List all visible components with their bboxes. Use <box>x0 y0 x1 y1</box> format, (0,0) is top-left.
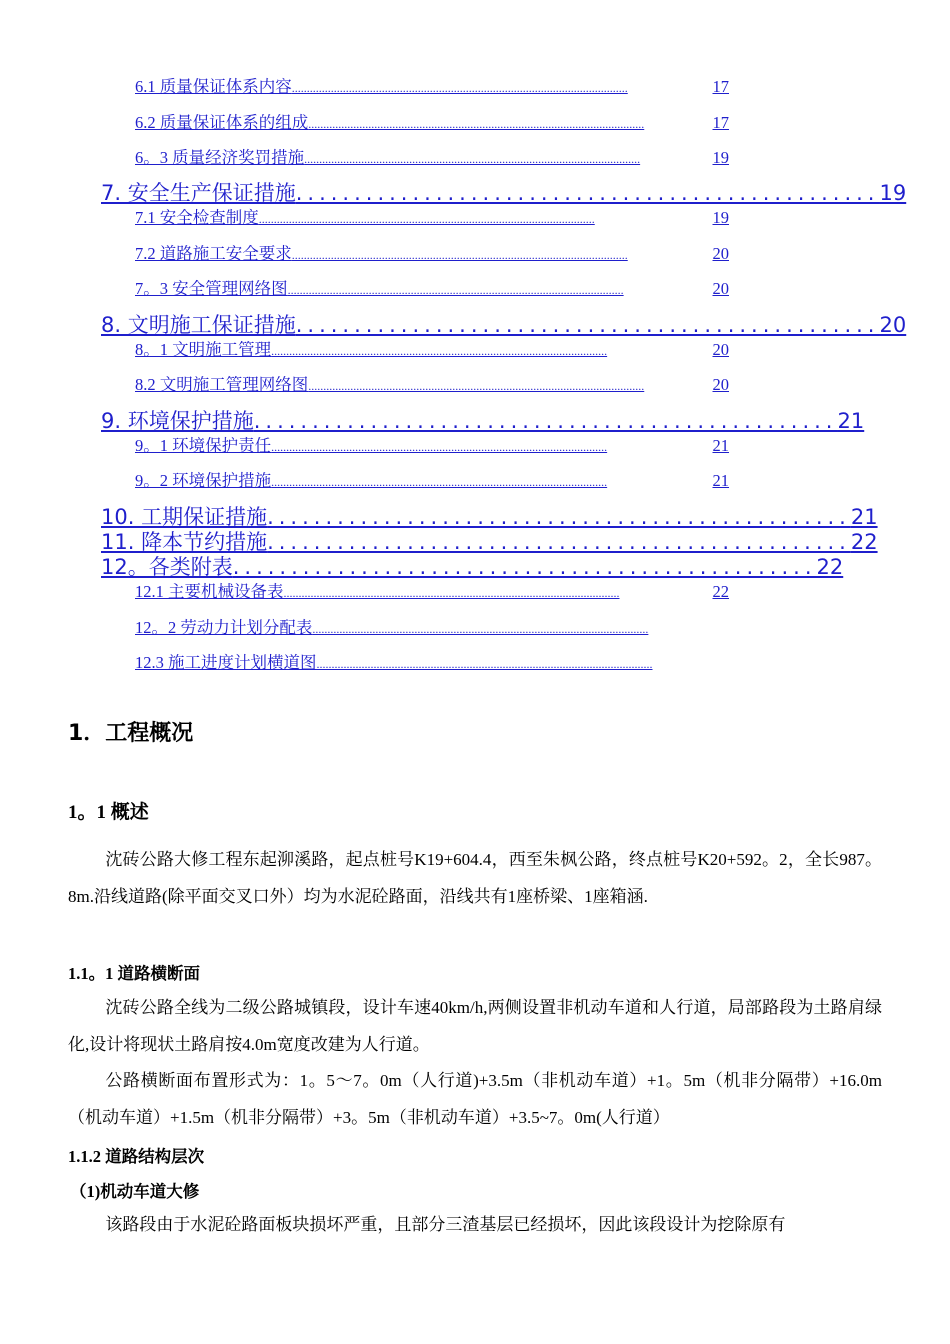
overview-paragraph: 沈砖公路大修工程东起泖溪路，起点桩号K19+604.4，西至朱枫公路，终点桩号K20+592。2，全长987。8m.沿线道路(除平面交叉口外）均为水泥砼路面，沿线共有1座桥梁、1座箱涵. <box>68 850 882 906</box>
cross-section-paragraph-1: 沈砖公路全线为二级公路城镇段，设计车速40km/h,两侧设置非机动车道和人行道，局部路段为土路肩绿化,设计将现状土路肩按4.0m宽度改建为人行道。 <box>68 998 882 1054</box>
structure-heading: 1.1.2 道路结构层次 <box>68 1147 205 1166</box>
toc-item-8-2[interactable]: 8.2 文明施工管理网络图 ................................................................................................................ 20 <box>135 375 729 394</box>
section-heading: 1．工程概况 <box>68 721 194 746</box>
toc-item-8-1[interactable]: 8。1 文明施工管理 ................................................................................................................ 20 <box>135 340 729 359</box>
toc-item-9-2[interactable]: 9。2 环境保护措施 ................................................................................................................ 21 <box>135 471 729 490</box>
toc-item-7-2[interactable]: 7.2 道路施工安全要求 ................................................................................................................ 20 <box>135 244 729 263</box>
motor-lane-heading: （1)机动车道大修 <box>70 1182 200 1201</box>
motor-lane-paragraph: 该路段由于水泥砼路面板块损坏严重，且部分三渣基层已经损坏，因此该段设计为挖除原有 <box>105 1215 786 1234</box>
toc-item-8[interactable]: 8. 文明施工保证措施 .................................................. 20 <box>101 313 907 337</box>
cross-section-paragraph-2: 公路横断面布置形式为：1。5～7。0m（人行道)+3.5m（非机动车道）+1。5m（机非分隔带）+16.0m（机动车道）+1.5m（机非分隔带）+3。5m（非机动车道）+3.5~7。0m(人行道） <box>68 1071 882 1127</box>
toc-item-10[interactable]: 10. 工期保证措施 .................................................. 21 <box>101 505 878 529</box>
toc-item-7-1[interactable]: 7.1 安全检查制度 ................................................................................................................ 19 <box>135 208 729 227</box>
toc-item-12[interactable]: 12。各类附表 .................................................. 22 <box>101 555 844 579</box>
toc-item-12-2[interactable]: 12。2 劳动力计划分配表 ................................................................................................................ <box>135 618 649 637</box>
toc-item-12-1[interactable]: 12.1 主要机械设备表 ................................................................................................................ 22 <box>135 582 729 601</box>
cross-section-heading: 1.1。1 道路横断面 <box>68 964 200 983</box>
toc-item-12-3[interactable]: 12.3 施工进度计划横道图 ................................................................................................................ <box>135 653 653 672</box>
toc-item-6-1[interactable]: 6.1 质量保证体系内容 ................................................................................................................ 17 <box>135 77 729 96</box>
toc-item-6-2[interactable]: 6.2 质量保证体系的组成 ................................................................................................................ 17 <box>135 113 729 132</box>
toc-item-9[interactable]: 9. 环境保护措施 .................................................. 21 <box>101 409 865 433</box>
toc-item-6-3[interactable]: 6。3 质量经济奖罚措施 ................................................................................................................ 19 <box>135 148 729 167</box>
toc-item-11[interactable]: 11. 降本节约措施 .................................................. 22 <box>101 530 878 554</box>
toc-item-7[interactable]: 7. 安全生产保证措施 .................................................. 19 <box>101 181 907 205</box>
toc-item-7-3[interactable]: 7。3 安全管理网络图 ................................................................................................................ 20 <box>135 279 729 298</box>
subsection-heading: 1。1 概述 <box>68 802 149 823</box>
toc-item-9-1[interactable]: 9。1 环境保护责任 ................................................................................................................ 21 <box>135 436 729 455</box>
